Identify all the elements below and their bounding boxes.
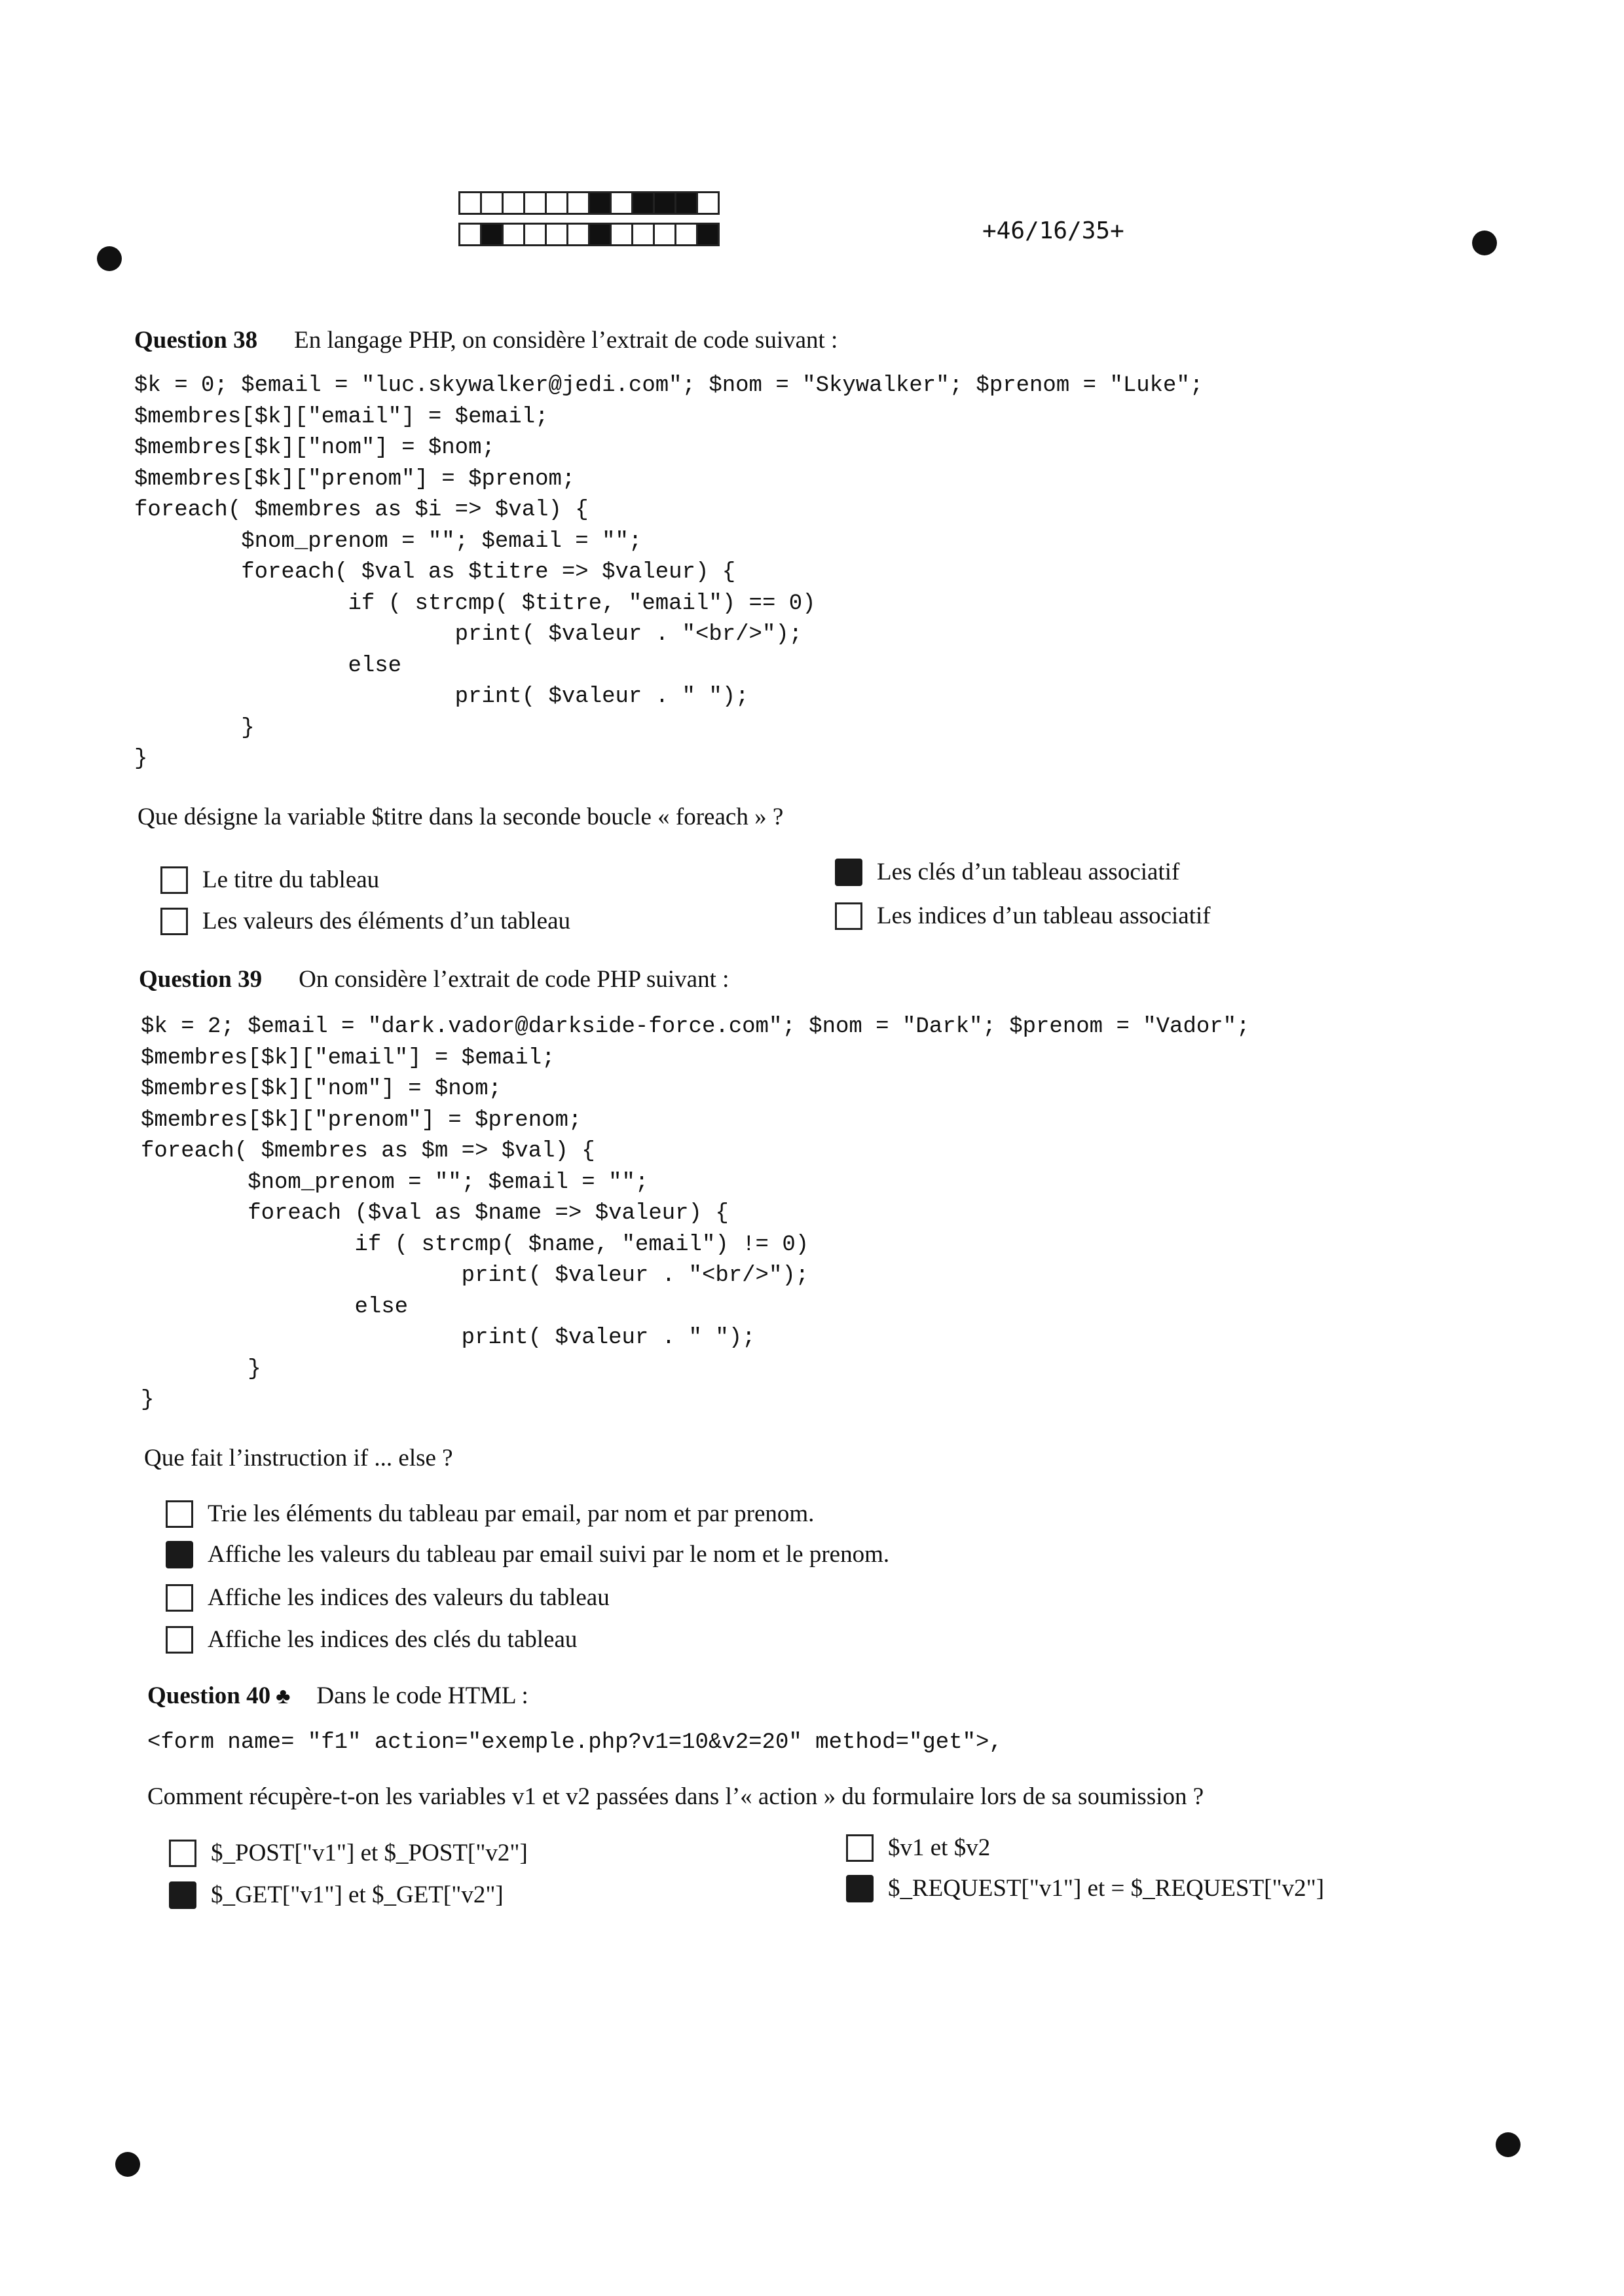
- question-header: [147, 1682, 528, 1710]
- answer-option[interactable]: [160, 866, 379, 894]
- answer-option[interactable]: [835, 902, 1211, 930]
- answer-checkbox[interactable]: [846, 1834, 874, 1862]
- barcode-cell: [480, 223, 504, 246]
- question-prompt: Que fait l’instruction if ... else ?: [144, 1445, 453, 1472]
- barcode-cell: [502, 191, 525, 215]
- barcode-cell: [566, 191, 590, 215]
- answer-label: $v1 et $v2: [888, 1834, 991, 1861]
- answer-checkbox[interactable]: [835, 902, 862, 930]
- barcode-cell: [523, 223, 547, 246]
- answer-option[interactable]: [166, 1625, 577, 1654]
- question-prompt: Comment récupère-t-on les variables v1 et v2 passées dans l’« action » du formulaire lors de sa soumission ?: [147, 1783, 1204, 1810]
- answer-option[interactable]: [169, 1839, 528, 1867]
- question-intro: Dans le code HTML :: [316, 1682, 528, 1709]
- registration-dot-top-left: [97, 246, 122, 271]
- barcode-cell: [610, 223, 633, 246]
- answer-option[interactable]: [166, 1540, 889, 1568]
- answer-label: Les clés d’un tableau associatif: [877, 859, 1180, 885]
- barcode-cell: [696, 191, 720, 215]
- barcode-cell: [588, 191, 612, 215]
- question-39: [139, 965, 729, 993]
- registration-dot-bottom-right: [1496, 2132, 1521, 2157]
- barcode-cell: [588, 223, 612, 246]
- answer-checkbox[interactable]: [166, 1500, 193, 1528]
- question-number: Question 38: [134, 327, 258, 354]
- barcode-cell: [523, 191, 547, 215]
- question-intro: En langage PHP, on considère l’extrait de code suivant :: [294, 327, 838, 354]
- answer-option[interactable]: [835, 858, 1179, 886]
- barcode-row-bottom: [458, 223, 718, 246]
- answer-label: Les valeurs des éléments d’un tableau: [202, 908, 570, 935]
- answer-option[interactable]: [160, 907, 570, 935]
- barcode-cell: [545, 223, 568, 246]
- answer-checkbox[interactable]: [166, 1626, 193, 1654]
- barcode-cell: [480, 191, 504, 215]
- code-snippet: $k = 2; $email = "dark.vador@darkside-force.com"; $nom = "Dark"; $prenom = "Vador"; $membres[$k]["email"] = $email; $membres[$k]["nom"] = $nom; $membres[$k]["prenom"] = $prenom; foreach( $membres as $m => $val) { $nom_prenom = ""; $email = ""; foreach ($val as $name => $valeur) { if ( strcmp( $name, "email") != 0) print( $valeur . "<br/>"); else print( $valeur . " "); } }: [141, 1014, 1250, 1413]
- barcode-cell: [566, 223, 590, 246]
- barcode-cell: [610, 191, 633, 215]
- question-header: [139, 965, 729, 993]
- question-header: [134, 326, 838, 354]
- question-number: Question 40: [147, 1682, 271, 1709]
- code-snippet: <form name= "f1" action="exemple.php?v1=10&v2=20" method="get">,: [147, 1730, 1003, 1755]
- answer-label: Le titre du tableau: [202, 866, 380, 893]
- registration-dot-bottom-left: [115, 2152, 140, 2177]
- answer-checkbox[interactable]: [169, 1881, 196, 1909]
- barcode-cell: [545, 191, 568, 215]
- answer-option[interactable]: [846, 1834, 990, 1862]
- question-38: [134, 326, 838, 354]
- answer-label: Affiche les valeurs du tableau par email suivi par le nom et le prenom.: [208, 1541, 890, 1568]
- barcode-cell: [674, 223, 698, 246]
- answer-checkbox[interactable]: [160, 908, 188, 935]
- answer-label: Trie les éléments du tableau par email, par nom et par prenom.: [208, 1500, 815, 1527]
- answer-checkbox[interactable]: [835, 859, 862, 886]
- answer-checkbox[interactable]: [166, 1584, 193, 1612]
- answer-label: Affiche les indices des valeurs du tableau: [208, 1584, 610, 1611]
- question-intro: On considère l’extrait de code PHP suivant :: [299, 966, 729, 993]
- barcode-cell: [653, 223, 676, 246]
- answer-label: $_REQUEST["v1"] et = $_REQUEST["v2"]: [888, 1875, 1325, 1902]
- answer-checkbox[interactable]: [166, 1541, 193, 1568]
- barcode-cell: [631, 191, 655, 215]
- question-40: [147, 1682, 528, 1710]
- answer-label: Les indices d’un tableau associatif: [877, 902, 1211, 929]
- barcode-cell: [696, 223, 720, 246]
- page-id: +46/16/35+: [982, 217, 1124, 244]
- answer-option[interactable]: [166, 1583, 610, 1612]
- answer-checkbox[interactable]: [169, 1840, 196, 1867]
- answer-label: Affiche les indices des clés du tableau: [208, 1626, 578, 1653]
- answer-option[interactable]: [846, 1874, 1324, 1902]
- barcode-cell: [674, 191, 698, 215]
- answer-label: $_POST["v1"] et $_POST["v2"]: [211, 1840, 528, 1866]
- barcode-cell: [502, 223, 525, 246]
- registration-dot-top-right: [1472, 231, 1497, 255]
- code-snippet: $k = 0; $email = "luc.skywalker@jedi.com"; $nom = "Skywalker"; $prenom = "Luke"; $membres[$k]["email"] = $email; $membres[$k]["nom"] = $nom; $membres[$k]["prenom"] = $prenom; foreach( $membres as $i => $val) { $nom_prenom = ""; $email = ""; foreach( $val as $titre => $valeur) { if ( strcmp( $titre, "email") == 0) print( $valeur . "<br/>"); else print( $valeur . " "); } }: [134, 373, 1204, 771]
- answer-option[interactable]: [166, 1500, 814, 1528]
- question-prompt: Que désigne la variable $titre dans la seconde boucle « foreach » ?: [138, 804, 784, 830]
- barcode-cell: [631, 223, 655, 246]
- answer-label: $_GET["v1"] et $_GET["v2"]: [211, 1881, 504, 1908]
- answer-checkbox[interactable]: [846, 1875, 874, 1902]
- answer-checkbox[interactable]: [160, 866, 188, 894]
- barcode-cell: [653, 191, 676, 215]
- barcode-cell: [458, 223, 482, 246]
- barcode-cell: [458, 191, 482, 215]
- question-number: Question 39: [139, 966, 263, 993]
- barcode-row-top: [458, 191, 718, 215]
- club-icon: ♣: [276, 1684, 291, 1709]
- answer-option[interactable]: [169, 1881, 504, 1909]
